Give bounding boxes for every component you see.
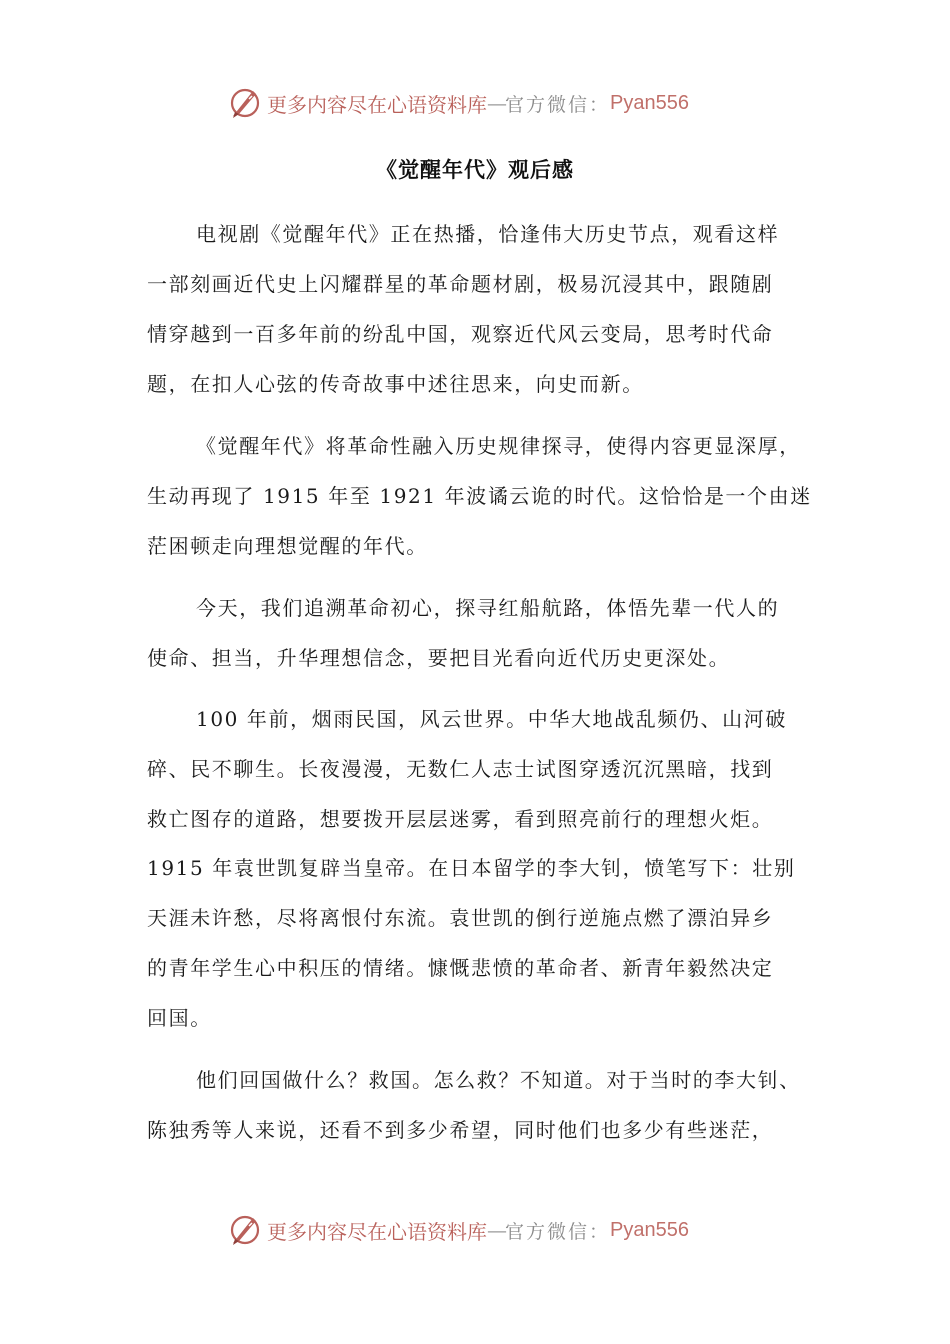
text-line: 一部刻画近代史上闪耀群星的革命题材剧，极易沉浸其中，跟随剧	[147, 272, 774, 296]
text-line: 1915 年袁世凯复辟当皇帝。在日本留学的李大钊，愤笔写下：壮别	[147, 856, 796, 880]
footer-banner	[227, 1210, 689, 1250]
text-line: 救亡图存的道路，想要拨开层层迷雾，看到照亮前行的理想火炬。	[147, 807, 774, 831]
text-line: 《觉醒年代》将革命性融入历史规律探寻，使得内容更显深厚，	[196, 434, 801, 458]
text-line: 使命、担当，升华理想信念，要把目光看向近代历史更深处。	[147, 646, 731, 670]
text-line: 的青年学生心中积压的情绪。慷慨悲愤的革命者、新青年毅然决定	[147, 956, 774, 980]
text-line: 回国。	[147, 1006, 212, 1030]
banner-wechat-id: Pyan556	[610, 1218, 689, 1241]
text-line: 茫困顿走向理想觉醒的年代。	[147, 534, 428, 558]
text-line: 情穿越到一百多年前的纷乱中国，观察近代风云变局，思考时代命	[147, 322, 774, 346]
text-line: 天涯未许愁，尽将离恨付东流。袁世凯的倒行逆施点燃了漂泊异乡	[147, 906, 774, 930]
text-line: 电视剧《觉醒年代》正在热播，恰逢伟大历史节点，观看这样	[196, 222, 780, 246]
text-line: 碎、民不聊生。长夜漫漫，无数仁人志士试图穿透沉沉黑暗，找到	[147, 757, 774, 781]
banner-sub-text: 官方微信：	[505, 1220, 611, 1243]
page-title: 《觉醒年代》观后感	[376, 158, 574, 182]
text-line: 今天，我们追溯革命初心，探寻红船航路，体悟先辈一代人的	[196, 596, 780, 620]
text-line: 100 年前，烟雨民国，风云世界。中华大地战乱频仍、山河破	[196, 707, 787, 731]
text-line: 生动再现了 1915 年至 1921 年波谲云诡的时代。这恰恰是一个由迷	[147, 484, 812, 508]
banner-dash: —	[487, 1218, 505, 1242]
banner-sub-text: 官方微信：	[505, 93, 611, 116]
quill-pen-circle-icon	[227, 1212, 263, 1248]
quill-pen-circle-icon	[227, 85, 263, 121]
header-banner	[227, 83, 689, 123]
text-line: 题，在扣人心弦的传奇故事中述往思来，向史而新。	[147, 372, 644, 396]
banner-wechat-id: Pyan556	[610, 91, 689, 114]
banner-dash: —	[487, 91, 505, 115]
banner-main-text: 更多内容尽在心语资料库	[267, 92, 487, 117]
banner-main-text: 更多内容尽在心语资料库	[267, 1219, 487, 1244]
text-line: 陈独秀等人来说，还看不到多少希望，同时他们也多少有些迷茫，	[147, 1118, 774, 1142]
text-line: 他们回国做什么？救国。怎么救？不知道。对于当时的李大钊、	[196, 1068, 801, 1092]
